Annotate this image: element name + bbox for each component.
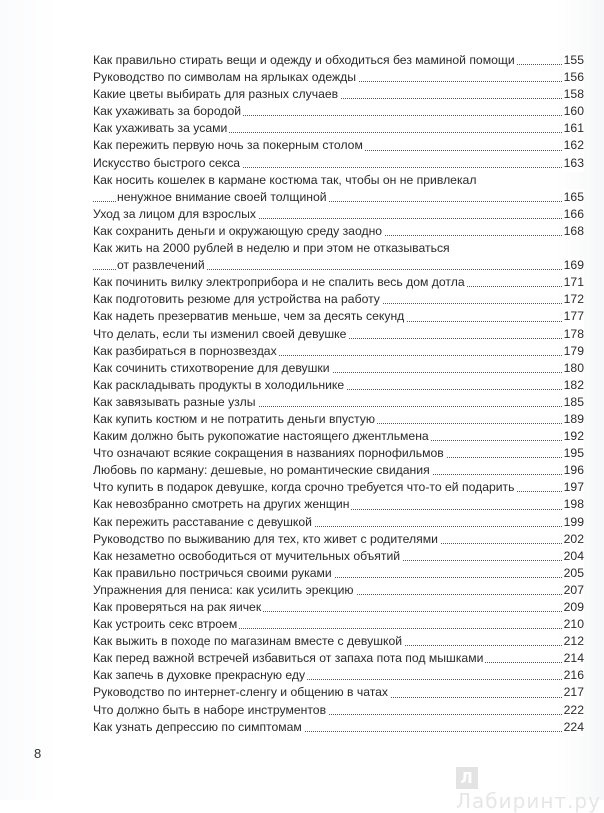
toc-entry — [93, 360, 584, 377]
toc-entry — [93, 291, 584, 308]
toc-entry-title: Как сочинить стихотворение для девушки — [93, 360, 330, 375]
toc-entry — [93, 52, 584, 69]
toc-entry — [93, 120, 584, 137]
toc-entry-title: Как разбираться в порнозвездах — [93, 343, 277, 358]
toc-entry-title: Как невозбранно смотреть на других женщин — [93, 497, 350, 512]
toc-entry — [93, 86, 584, 103]
toc-entry-title: Как надеть презерватив меньше, чем за десять секунд — [93, 309, 405, 324]
toc-entry — [93, 565, 584, 582]
toc-entry-title: Любовь по карману: дешевые, но романтические свидания — [93, 463, 430, 478]
toc-entry-page: 182 — [562, 377, 584, 394]
toc-entry — [93, 69, 584, 86]
toc-entry — [93, 206, 584, 223]
toc-entry-title: Как правильно стирать вещи и одежду и обходиться без маминой помощи — [93, 53, 515, 67]
toc-entry-title: Упражнения для пениса: как усилить эрекцию — [93, 582, 354, 597]
toc-entry-page: 179 — [562, 343, 584, 360]
watermark-text: Лабиринт.ру — [456, 788, 601, 813]
toc-entry-page: 161 — [562, 120, 584, 137]
toc-entry — [93, 274, 584, 291]
toc-entry-title: Как проверяться на рак яичек — [93, 600, 262, 614]
page-number: 8 — [34, 746, 42, 761]
toc-entry-title: Руководство по символам на ярлыках одежды — [93, 70, 357, 85]
toc-entry-title: Что делать, если ты изменил своей девушке — [93, 326, 347, 341]
toc-entry — [93, 411, 584, 428]
toc-entry — [93, 326, 584, 343]
toc-entry — [93, 394, 584, 411]
toc-entry-page: 168 — [562, 223, 584, 240]
toc-entry — [93, 479, 584, 496]
toc-entry-page: 166 — [562, 206, 584, 223]
toc-entry — [93, 172, 584, 189]
toc-entry-title: Уход за лицом для взрослых — [93, 206, 256, 221]
toc-entry — [93, 155, 584, 172]
toc-entry-page: 205 — [562, 565, 584, 582]
toc-entry-page: 165 — [562, 189, 584, 206]
toc-entry — [93, 428, 584, 445]
toc-entry-page: 204 — [562, 548, 584, 565]
toc-entry-title: Как купить костюм и не потратить деньги впустую — [93, 411, 376, 426]
toc-entry — [93, 137, 584, 154]
toc-entry-title: Как раскладывать продукты в холодильнике — [93, 377, 345, 392]
toc-entry — [93, 240, 584, 257]
toc-entry — [93, 702, 584, 719]
toc-entry-page: 160 — [562, 103, 584, 120]
toc-entry-title: ненужное внимание своей толщиной — [117, 189, 327, 204]
watermark-logo-icon: Л — [456, 767, 478, 789]
toc-entry-page: 196 — [562, 462, 584, 479]
toc-entry-title: Как выжить в походе по магазинам вместе с девушкой — [93, 634, 403, 649]
toc-entry-title: Искусство быстрого секса — [93, 155, 241, 170]
toc-entry-title: Как ухаживать за усами — [93, 121, 228, 136]
toc-entry-page: 189 — [562, 411, 584, 428]
toc-entry-page: 197 — [562, 479, 584, 496]
toc-entry-title: Как запечь в духовке прекрасную еду — [93, 668, 306, 683]
toc-entry-page: 155 — [562, 52, 584, 69]
toc-entry-page: 171 — [562, 274, 584, 291]
toc-entry-page: 180 — [562, 360, 584, 377]
toc-entry-title: Руководство по выживанию для тех, кто живет с родителями — [93, 531, 438, 546]
toc-entry-page: 214 — [562, 650, 584, 667]
toc-entry-page: 212 — [562, 633, 584, 650]
toc-entry — [93, 514, 584, 531]
toc-entry-title: Как носить кошелек в кармане костюма так, чтобы он не привлекал — [93, 172, 477, 187]
toc-entry — [93, 445, 584, 462]
toc-entry — [93, 496, 584, 513]
toc-entry-page: 216 — [562, 667, 584, 684]
toc-entry — [93, 377, 584, 394]
toc-entry-title: Руководство по интернет-сленгу и общению в чатах — [93, 685, 389, 700]
toc-entry-page: 199 — [562, 514, 584, 531]
toc-entry-page: 169 — [562, 257, 584, 274]
toc-entry-title: Как перед важной встречей избавиться от запаха пота под мышками — [93, 651, 484, 666]
toc-entry-page: 158 — [562, 86, 584, 103]
toc-entry — [93, 719, 584, 736]
toc-entry — [93, 308, 584, 325]
toc-entry-title: Как завязывать разные узлы — [93, 394, 256, 409]
toc-entry-title: от развлечений — [117, 258, 205, 273]
toc-entry-page: 172 — [562, 291, 584, 308]
toc-entry — [93, 582, 584, 599]
toc-entry — [93, 257, 584, 274]
toc-entry — [93, 548, 584, 565]
toc-entry-title: Какие цветы выбирать для разных случаев — [93, 87, 339, 102]
toc-entry — [93, 223, 584, 240]
toc-entry-page: 195 — [562, 445, 584, 462]
toc-entry-page: 222 — [562, 702, 584, 719]
toc-entry-page: 185 — [562, 394, 584, 411]
toc-entry-title: Как узнать депрессию по симптомам — [93, 719, 302, 734]
toc-entry-title: Как незаметно освободиться от мучительных объятий — [93, 548, 401, 563]
toc-entry-page: 207 — [562, 582, 584, 599]
watermark — [456, 764, 604, 813]
toc-entry-title: Что должно быть в наборе инструментов — [93, 702, 327, 717]
toc-entry-title: Как пережить расставание с девушкой — [93, 514, 312, 529]
toc-entry-page: 192 — [562, 428, 584, 445]
toc-entry-page: 177 — [562, 308, 584, 325]
toc-entry-title: Как устроить секс втроем — [93, 617, 238, 632]
toc-entry-page: 210 — [562, 616, 584, 633]
table-of-contents — [93, 52, 584, 736]
toc-entry — [93, 633, 584, 650]
toc-entry — [93, 667, 584, 684]
toc-entry-page: 156 — [562, 69, 584, 86]
toc-entry — [93, 343, 584, 360]
toc-entry-title: Как подготовить резюме для устройства на работу — [93, 292, 380, 307]
toc-entry-page: 217 — [562, 684, 584, 701]
toc-entry-title: Как сохранить деньги и окружающую среду заодно — [93, 223, 383, 238]
toc-entry-title: Как пережить первую ночь за покерным столом — [93, 138, 363, 153]
toc-entry — [93, 650, 584, 667]
toc-entry — [93, 684, 584, 701]
toc-entry-title: Что означают всякие сокращения в названиях порнофильмов — [93, 446, 444, 461]
toc-entry-title: Как правильно постричься своими руками — [93, 565, 332, 580]
toc-entry — [93, 189, 584, 206]
toc-entry — [93, 103, 584, 120]
toc-entry-title: Каким должно быть рукопожатие настоящего джентльмена — [93, 429, 429, 444]
toc-entry-title: Как починить вилку электроприбора и не спалить весь дом дотла — [93, 275, 465, 290]
toc-entry — [93, 599, 584, 616]
toc-entry-page: 162 — [562, 137, 584, 154]
toc-entry — [93, 462, 584, 479]
toc-entry-page: 163 — [562, 155, 584, 172]
toc-entry-title: Как ухаживать за бородой — [93, 104, 242, 119]
toc-entry-page: 224 — [562, 719, 584, 736]
toc-entry-page: 178 — [562, 326, 584, 343]
toc-entry — [93, 616, 584, 633]
toc-entry-page: 209 — [562, 599, 584, 616]
toc-entry — [93, 531, 584, 548]
toc-entry-page: 202 — [562, 531, 584, 548]
toc-entry-title: Что купить в подарок девушке, когда срочно требуется что-то ей подарить — [93, 480, 515, 495]
toc-entry-title: Как жить на 2000 рублей в неделю и при этом не отказываться — [93, 241, 450, 256]
toc-entry-page: 198 — [562, 496, 584, 513]
